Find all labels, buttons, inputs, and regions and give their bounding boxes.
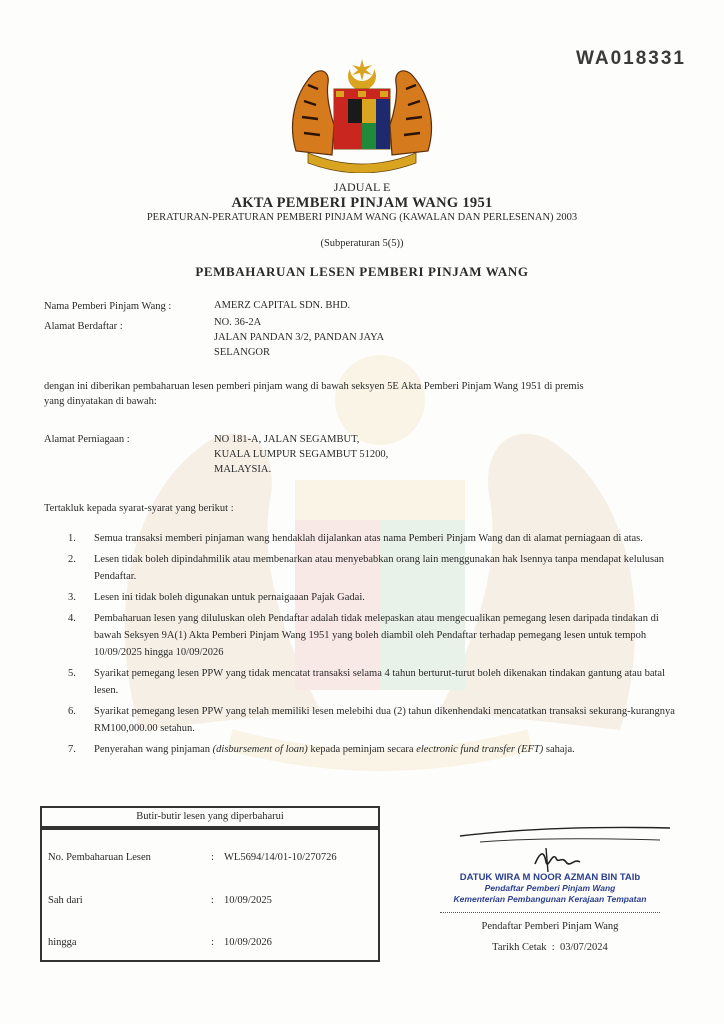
condition-item xyxy=(44,610,680,661)
signatory-stamp xyxy=(430,872,670,905)
registered-address-line: NO. 36-2A xyxy=(214,317,262,328)
condition-number: 1. xyxy=(68,533,76,544)
colon-separator: : xyxy=(211,895,214,906)
print-date: Tarikh Cetak : 03/07/2024 xyxy=(492,942,608,953)
signatory-ministry: Kementerian Pembangunan Kerajaan Tempatan xyxy=(453,894,647,904)
condition-text: Lesen ini tidak boleh digunakan untuk pernaigaaan Pajak Gadai. xyxy=(94,592,365,603)
registered-address-line: SELANGOR xyxy=(214,347,271,358)
grant-statement-line: yang dinyatakan di bawah: xyxy=(44,396,157,407)
condition-text: Syarikat pemegang lesen PPW yang telah memiliki lesen melebihi dua (2) tahun dikenhendaki mencatatkan transaksi sekurang-kurangnya RM100,000.00 setahun. xyxy=(94,706,675,734)
condition-text-part: sahaja. xyxy=(543,744,575,755)
condition-text-italic: (disbursement of loan) xyxy=(212,744,308,755)
valid-until-date: 10/09/2026 xyxy=(224,937,272,948)
grant-statement xyxy=(44,379,684,409)
document-title: PEMBAHARUAN LESEN PEMBERI PINJAM WANG xyxy=(195,264,529,279)
registered-address-label: Alamat Berdaftar : xyxy=(44,321,123,332)
business-address-line: NO 181-A, JALAN SEGAMBUT, xyxy=(214,434,360,445)
licensee-name: AMERZ CAPITAL SDN. BHD. xyxy=(214,300,351,311)
condition-item xyxy=(44,703,680,737)
conditions-list xyxy=(44,530,680,762)
condition-item xyxy=(44,530,680,547)
print-date-value: 03/07/2024 xyxy=(559,942,608,953)
coat-of-arms-image xyxy=(288,55,436,173)
condition-text-italic: electronic fund transfer (EFT) xyxy=(416,744,544,755)
valid-from-date: 10/09/2025 xyxy=(224,895,272,906)
renewal-number-label: No. Pembaharuan Lesen xyxy=(48,852,151,863)
subregulation-label: (Subperaturan 5(5)) xyxy=(320,238,404,249)
condition-number: 7. xyxy=(68,744,76,755)
condition-number: 2. xyxy=(68,554,76,565)
colon-separator: : xyxy=(211,937,214,948)
condition-number: 5. xyxy=(68,668,76,679)
condition-text: Semua transaksi memberi pinjaman wang hendaklah dijalankan atas nama Pemberi Pinjam Wang dan di alamat perniagaan di atas. xyxy=(94,533,643,544)
condition-item xyxy=(44,665,680,699)
details-box-title: Butir-butir lesen yang diperbaharui xyxy=(40,806,380,828)
condition-text: Pembaharuan lesen yang diluluskan oleh Pendaftar adalah tidak melepaskan atau mengecualikan pemegang lesen daripada tindakan di bawah Seksyen 9A(1) Akta Pemberi Pinjam Wang 1951 yang boleh diambil oleh Pendaftar terhadap pemegang lesen untuk tempoh 10/09/2025 hingga 10/09/2026 xyxy=(94,613,659,658)
condition-number: 4. xyxy=(68,613,76,624)
signatory-role: Pendaftar Pemberi Pinjam Wang xyxy=(481,921,619,932)
condition-item xyxy=(44,551,680,585)
condition-number: 3. xyxy=(68,592,76,603)
condition-item xyxy=(44,741,680,758)
signatory-title: Pendaftar Pemberi Pinjam Wang xyxy=(484,883,616,893)
conditions-intro: Tertakluk kepada syarat-syarat yang berikut : xyxy=(44,503,234,514)
schedule-label: JADUAL E xyxy=(333,180,391,194)
grant-statement-line: dengan ini diberikan pembaharuan lesen pemberi pinjam wang di bawah seksyen 5E Akta Pemberi Pinjam Wang 1951 di premis xyxy=(44,381,584,392)
condition-number: 6. xyxy=(68,706,76,717)
registered-address-line: JALAN PANDAN 3/2, PANDAN JAYA xyxy=(214,332,385,343)
serial-number: WA018331 xyxy=(575,48,686,69)
condition-text: Syarikat pemegang lesen PPW yang tidak mencatat transaksi selama 4 tahun berturut-turut boleh dikenakan tindakan gantung atau batal lesen. xyxy=(94,668,666,696)
condition-text-part: kepada peminjam secara xyxy=(307,744,417,755)
valid-from-label: Sah dari xyxy=(48,895,83,906)
business-address-line: MALAYSIA. xyxy=(214,464,272,475)
signatory-name: DATUK WIRA M NOOR AZMAN BIN TAIb xyxy=(459,872,641,883)
condition-item xyxy=(44,589,680,606)
signature-line xyxy=(440,912,660,913)
colon-separator: : xyxy=(211,852,214,863)
condition-text-part: Penyerahan wang pinjaman xyxy=(94,744,213,755)
condition-text: Lesen tidak boleh dipindahmilik atau membenarkan atau menyebabkan orang lain menggunakan hak lsennya tanpa mendapat kelulusan Pendaftar. xyxy=(94,554,665,582)
condition-text xyxy=(94,744,575,755)
business-address-label: Alamat Perniagaan : xyxy=(44,434,130,445)
regulations-title: PERATURAN-PERATURAN PEMBERI PINJAM WANG (KAWALAN DAN PERLESENAN) 2003 xyxy=(146,212,578,223)
renewal-number: WL5694/14/01-10/270726 xyxy=(224,852,337,863)
licensee-name-label: Nama Pemberi Pinjam Wang : xyxy=(44,301,172,312)
print-date-label: Tarikh Cetak xyxy=(492,942,547,953)
business-address-line: KUALA LUMPUR SEGAMBUT 51200, xyxy=(214,449,389,460)
details-box xyxy=(40,828,380,962)
valid-until-label: hingga xyxy=(48,937,77,948)
act-title: AKTA PEMBERI PINJAM WANG 1951 xyxy=(231,195,493,211)
